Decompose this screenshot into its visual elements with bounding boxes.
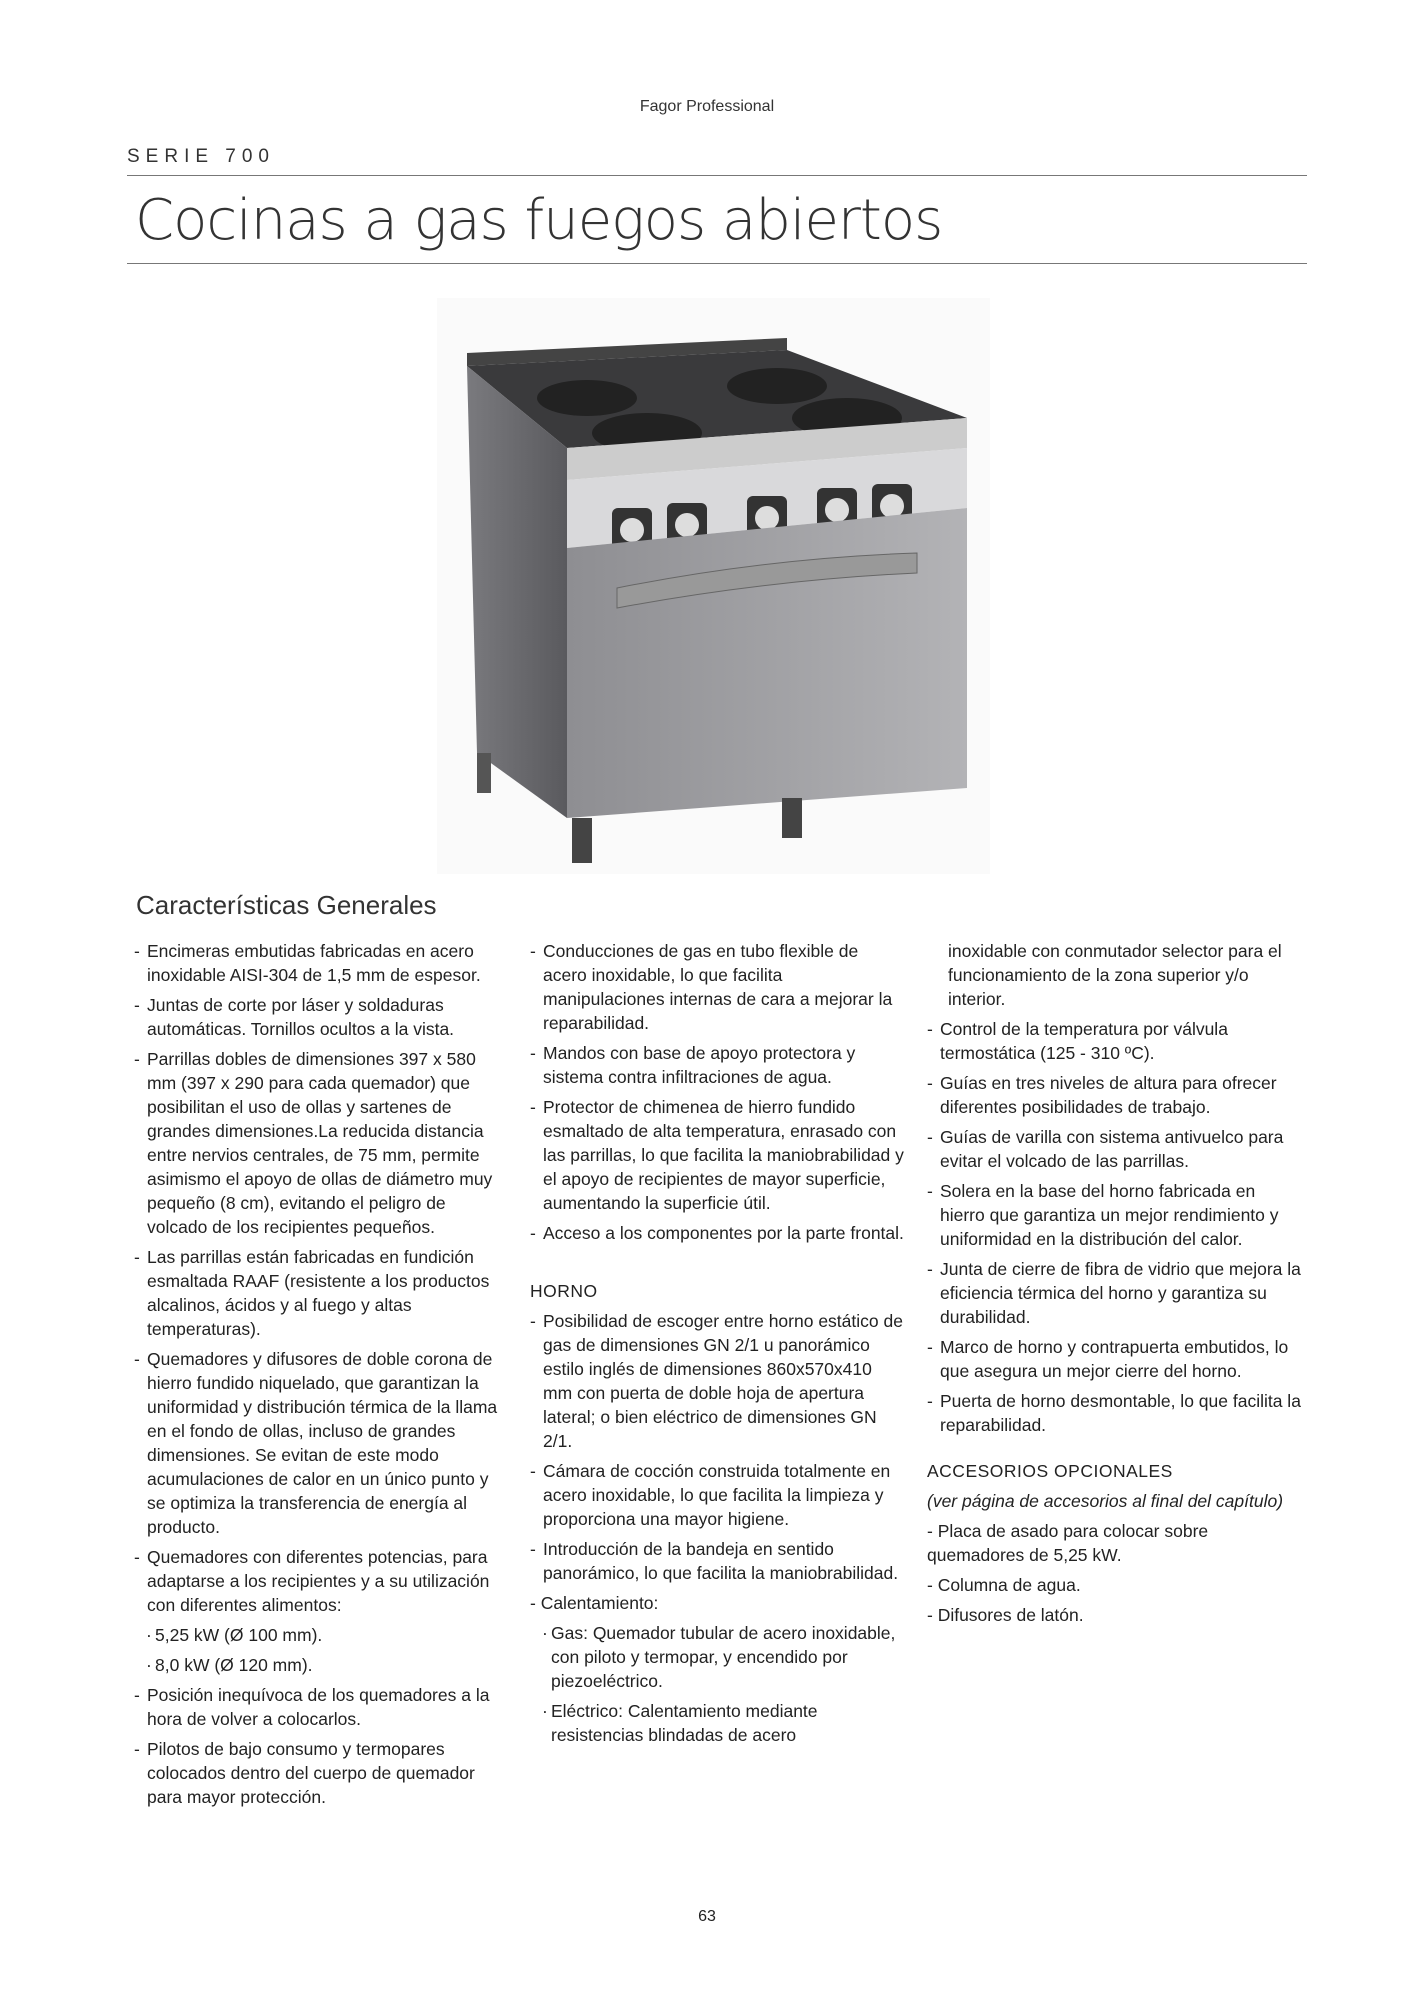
item-text: Parrillas dobles de dimensiones 397 x 580 mm (397 x 290 para cada quemador) que posibilitan el uso de ollas y sartenes de grandes dimensiones.La reducida distancia entre nervios centrales, de 75 mm, permite asimismo el apoyo de ollas de diámetro muy pequeño (8 cm), evitando el peligro de volcado de los recipientes pequeños.	[147, 1049, 493, 1237]
sub-item: · Gas: Quemador tubular de acero inoxidable, con piloto y termopar, y encendido por piezoeléctrico.	[542, 1623, 896, 1691]
item-text: Juntas de corte por láser y soldaduras automáticas. Tornillos ocultos a la vista.	[147, 995, 455, 1039]
list-item: - Juntas de corte por láser y soldaduras automáticas. Tornillos ocultos a la vista.	[134, 995, 455, 1039]
accesorios-heading: ACCESORIOS OPCIONALES	[927, 1461, 1173, 1481]
column-1	[134, 939, 509, 1815]
list-item: - Guías en tres niveles de altura para ofrecer diferentes posibilidades de trabajo.	[927, 1073, 1277, 1117]
divider	[127, 175, 1307, 176]
item-text: 5,25 kW (Ø 100 mm).	[155, 1625, 323, 1645]
item-text: Control de la temperatura por válvula termostática (125 - 310 ºC).	[940, 1019, 1228, 1063]
list-item: - Introducción de la bandeja en sentido panorámico, lo que facilita la maniobrabilidad.	[530, 1539, 899, 1583]
page-number: 63	[698, 1908, 716, 1925]
list-item: - Difusores de latón.	[927, 1605, 1084, 1625]
column-3	[927, 939, 1302, 1633]
item-text: Encimeras embutidas fabricadas en acero inoxidable AISI-304 de 1,5 mm de espesor.	[147, 941, 481, 985]
list-item: - Quemadores y difusores de doble corona de hierro fundido niquelado, que garantizan la uniformidad y distribución térmica de la llama en el fondo de ollas, incluso de grandes dimensiones. Se evitan de este modo acumulaciones de calor en un único punto y se optimiza la transferencia de energía al producto.	[134, 1349, 498, 1537]
list-item: - Conducciones de gas en tubo flexible de acero inoxidable, lo que facilita manipulaciones internas de cara a mejorar la reparabilidad.	[530, 941, 893, 1033]
item-text: Guías en tres niveles de altura para ofrecer diferentes posibilidades de trabajo.	[940, 1073, 1277, 1117]
item-text: Pilotos de bajo consumo y termopares colocados dentro del cuerpo de quemador para mayor protección.	[147, 1739, 475, 1807]
series-label: SERIE 700	[127, 146, 275, 167]
brand-header: Fagor Professional	[639, 98, 775, 115]
item-text: Quemadores con diferentes potencias, para adaptarse a los recipientes y a su utilización con diferentes alimentos:	[147, 1547, 490, 1615]
item-text: Puerta de horno desmontable, lo que facilita la reparabilidad.	[940, 1391, 1301, 1435]
page-title: Cocinas a gas fuegos abiertos	[135, 188, 943, 253]
list-item: - Quemadores con diferentes potencias, para adaptarse a los recipientes y a su utilización con diferentes alimentos:	[134, 1547, 490, 1615]
column-2	[530, 939, 905, 1753]
sub-item: · 8,0 kW (Ø 120 mm).	[146, 1655, 313, 1675]
item-text: Posibilidad de escoger entre horno estático de gas de dimensiones GN 2/1 u panorámico estilo inglés de dimensiones 860x570x410 mm con puerta de doble hoja de apertura lateral; o bien eléctrico de dimensiones GN 2/1.	[543, 1311, 903, 1451]
sub-item: · 5,25 kW (Ø 100 mm).	[146, 1625, 323, 1645]
accesorios-note: (ver página de accesorios al final del capítulo)	[927, 1491, 1284, 1511]
list-item: - Posibilidad de escoger entre horno estático de gas de dimensiones GN 2/1 u panorámico estilo inglés de dimensiones 860x570x410 mm con puerta de doble hoja de apertura lateral; o bien eléctrico de dimensiones GN 2/1.	[530, 1311, 903, 1451]
list-item: - Solera en la base del horno fabricada en hierro que garantiza un mejor rendimiento y uniformidad en la distribución del calor.	[927, 1181, 1279, 1249]
item-text: Conducciones de gas en tubo flexible de acero inoxidable, lo que facilita manipulaciones internas de cara a mejorar la reparabilidad.	[543, 941, 893, 1033]
list-item: - Placa de asado para colocar sobre quemadores de 5,25 kW.	[927, 1521, 1209, 1565]
item-text: Protector de chimenea de hierro fundido esmaltado de alta temperatura, enrasado con las parrillas, lo que facilita la maniobrabilidad y el apoyo de recipientes de mayor superficie, aumentando la superficie útil.	[543, 1097, 904, 1213]
item-text: Solera en la base del horno fabricada en hierro que garantiza un mejor rendimiento y uniformidad en la distribución del calor.	[940, 1181, 1279, 1249]
list-item: - Guías de varilla con sistema antivuelco para evitar el volcado de las parrillas.	[927, 1127, 1284, 1171]
divider	[127, 263, 1307, 264]
horno-heading: HORNO	[530, 1281, 598, 1301]
item-text: Posición inequívoca de los quemadores a la hora de volver a colocarlos.	[147, 1685, 490, 1729]
list-item: - Mandos con base de apoyo protectora y sistema contra infiltraciones de agua.	[530, 1043, 856, 1087]
item-text: Cámara de cocción construida totalmente en acero inoxidable, lo que facilita la limpieza y proporciona una mayor higiene.	[543, 1461, 891, 1529]
list-item: - Posición inequívoca de los quemadores a la hora de volver a colocarlos.	[134, 1685, 490, 1729]
item-text: Marco de horno y contrapuerta embutidos, lo que asegura un mejor cierre del horno.	[940, 1337, 1289, 1381]
list-item: - Encimeras embutidas fabricadas en acero inoxidable AISI-304 de 1,5 mm de espesor.	[134, 941, 481, 985]
item-text: Junta de cierre de fibra de vidrio que mejora la eficiencia térmica del horno y garantiza su durabilidad.	[940, 1259, 1301, 1327]
product-image	[437, 298, 990, 874]
list-item: - Columna de agua.	[927, 1575, 1081, 1595]
item-text: Mandos con base de apoyo protectora y sistema contra infiltraciones de agua.	[543, 1043, 856, 1087]
item-text: Guías de varilla con sistema antivuelco para evitar el volcado de las parrillas.	[940, 1127, 1284, 1171]
list-item: - Cámara de cocción construida totalmente en acero inoxidable, lo que facilita la limpieza y proporciona una mayor higiene.	[530, 1461, 891, 1529]
item-text: Acceso a los componentes por la parte frontal.	[543, 1223, 904, 1243]
list-item: - Protector de chimenea de hierro fundido esmaltado de alta temperatura, enrasado con las parrillas, lo que facilita la maniobrabilidad y el apoyo de recipientes de mayor superficie, aumentando la superficie útil.	[530, 1097, 904, 1213]
list-item: - Marco de horno y contrapuerta embutidos, lo que asegura un mejor cierre del horno.	[927, 1337, 1289, 1381]
list-item: - Control de la temperatura por válvula termostática (125 - 310 ºC).	[927, 1019, 1228, 1063]
item-text: Introducción de la bandeja en sentido panorámico, lo que facilita la maniobrabilidad.	[543, 1539, 899, 1583]
item-text: 8,0 kW (Ø 120 mm).	[155, 1655, 313, 1675]
list-item: - Acceso a los componentes por la parte frontal.	[530, 1223, 904, 1243]
list-item: - Puerta de horno desmontable, lo que facilita la reparabilidad.	[927, 1391, 1301, 1435]
item-text: Gas: Quemador tubular de acero inoxidable, con piloto y termopar, y encendido por piezoeléctrico.	[551, 1623, 896, 1691]
calentamiento-label: - Calentamiento:	[530, 1593, 659, 1613]
item-text: Eléctrico: Calentamiento mediante resistencias blindadas de acero	[551, 1701, 818, 1745]
sub-item: · Eléctrico: Calentamiento mediante resistencias blindadas de acero	[542, 1701, 818, 1745]
continuation-text: inoxidable con conmutador selector para el funcionamiento de la zona superior y/o interior.	[948, 941, 1282, 1009]
list-item: - Junta de cierre de fibra de vidrio que mejora la eficiencia térmica del horno y garantiza su durabilidad.	[927, 1259, 1301, 1327]
list-item: - Pilotos de bajo consumo y termopares colocados dentro del cuerpo de quemador para mayor protección.	[134, 1739, 475, 1807]
section-title: Características Generales	[136, 890, 437, 920]
list-item: - Las parrillas están fabricadas en fundición esmaltada RAAF (resistente a los productos alcalinos, ácidos y al fuego y altas temperaturas).	[134, 1247, 490, 1339]
item-text: Quemadores y difusores de doble corona de hierro fundido niquelado, que garantizan la uniformidad y distribución térmica de la llama en el fondo de ollas, incluso de grandes dimensiones. Se evitan de este modo acumulaciones de calor en un único punto y se optimiza la transferencia de energía al producto.	[147, 1349, 498, 1537]
item-text: Las parrillas están fabricadas en fundición esmaltada RAAF (resistente a los productos alcalinos, ácidos y al fuego y altas temperaturas).	[147, 1247, 490, 1339]
list-item: - Parrillas dobles de dimensiones 397 x 580 mm (397 x 290 para cada quemador) que posibilitan el uso de ollas y sartenes de grandes dimensiones.La reducida distancia entre nervios centrales, de 75 mm, permite asimismo el apoyo de ollas de diámetro muy pequeño (8 cm), evitando el peligro de volcado de los recipientes pequeños.	[134, 1049, 493, 1237]
